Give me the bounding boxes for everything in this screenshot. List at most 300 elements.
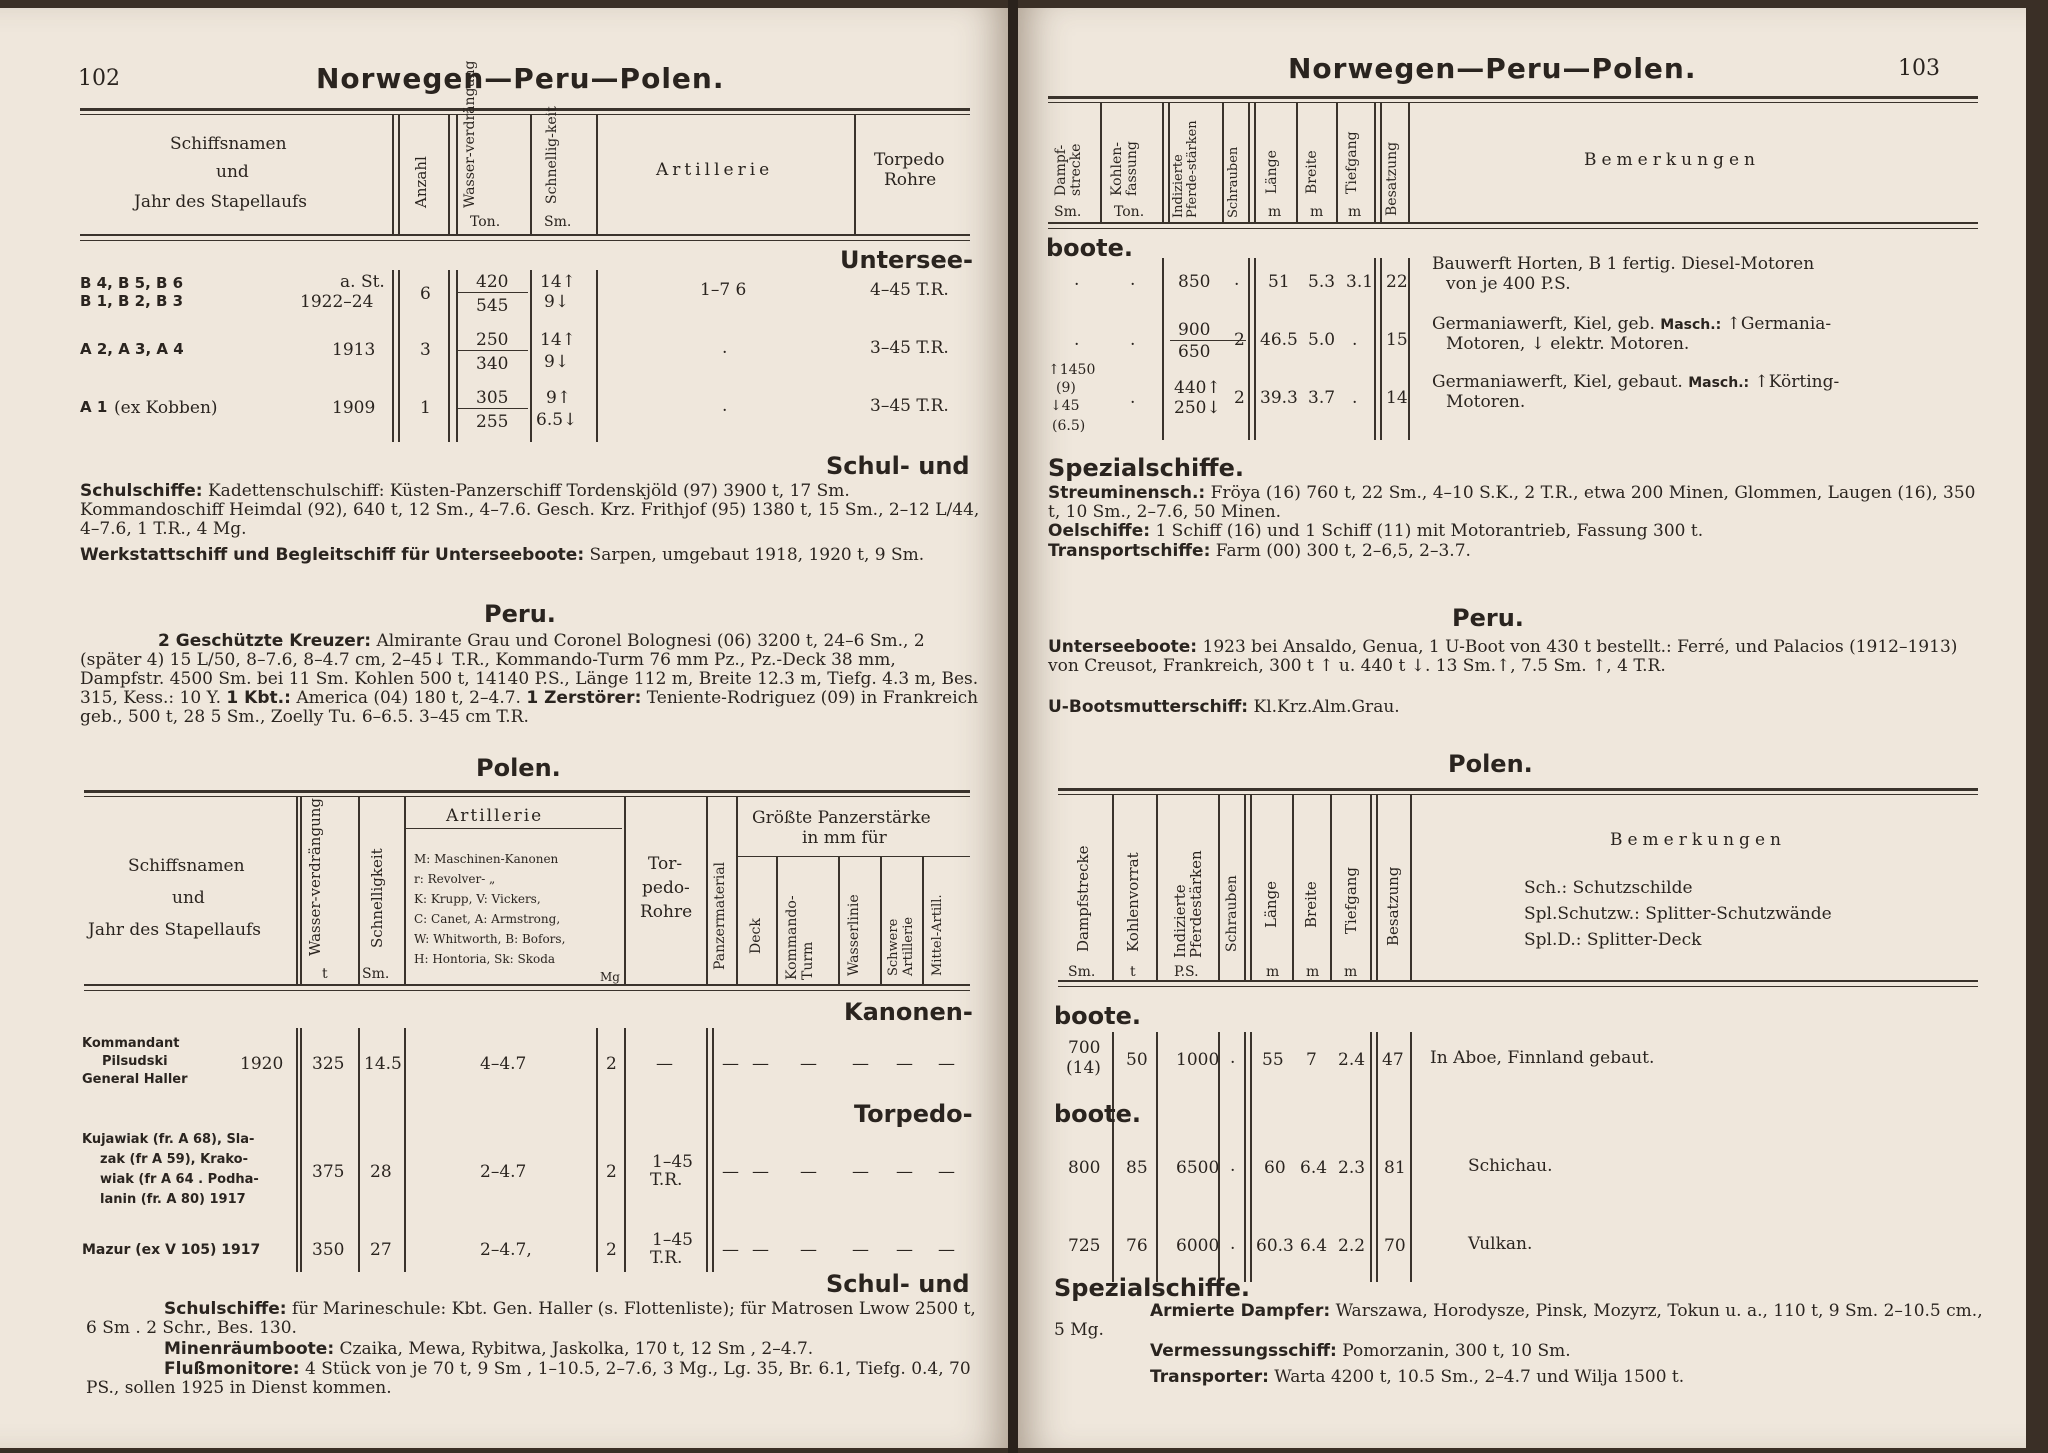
text: Farm (00) 300 t, 2–6,5, 2–3.7. — [1215, 541, 1471, 561]
header-name-line1: Schiffsnamen — [170, 134, 287, 154]
header-schnell-unit: Sm. — [544, 214, 572, 230]
schulschiffe-paragraph — [80, 482, 980, 539]
header-torpedo-1: Torpedo — [874, 150, 945, 170]
header-panzermat: Panzermaterial — [712, 861, 728, 970]
text: Kl.Krz.Alm.Grau. — [1253, 697, 1400, 717]
torpedo: 4–45 T.R. — [870, 280, 949, 300]
tiefgang: 2.3 — [1338, 1158, 1366, 1178]
remark: Vulkan. — [1468, 1234, 1533, 1254]
year: 1913 — [332, 340, 376, 360]
col-divider — [456, 270, 458, 442]
header-kohlen-unit: t — [1130, 964, 1136, 980]
peru-heading: Peru. — [1452, 604, 1524, 632]
text: 1923 bei Ansaldo, Genua, 1 U-Boot von 430 t bestellt.: Ferré, und Palacios (1912–1913) von Creusot, Frankreich, 300 t ↑ u. 440 t ↓. 13 Sm.↑, 7.5 Sm. ↑, 4 T.R. — [1048, 637, 1958, 676]
vermessung-paragraph — [1150, 1342, 1990, 1361]
kohlen: 50 — [1126, 1050, 1148, 1070]
breite: 6.4 — [1300, 1236, 1328, 1256]
text: Warta 4200 t, 10.5 Sm., 2–4.7 und Wilja 1500 t. — [1274, 1367, 1685, 1387]
wasser-lower: 340 — [476, 354, 509, 374]
torpedo: T.R. — [650, 1170, 683, 1190]
col-divider — [300, 796, 302, 984]
ps: 1000 — [1176, 1050, 1220, 1070]
breite: 6.4 — [1300, 1158, 1328, 1178]
wasser-lower: 255 — [476, 412, 509, 432]
header-kohlen-unit: Ton. — [1114, 204, 1145, 220]
col-divider — [358, 796, 360, 984]
breite: 3.7 — [1308, 388, 1336, 408]
col-divider — [358, 1028, 360, 1272]
speed-lower: 9↓ — [544, 292, 570, 312]
header-torpedo: Rohre — [640, 902, 693, 922]
col-divider — [530, 270, 532, 442]
mg: 2 — [606, 1240, 617, 1260]
col-divider — [1100, 102, 1102, 222]
besatzung: 70 — [1384, 1236, 1406, 1256]
running-head: Norwegen—Peru—Polen. — [1288, 52, 1697, 85]
torpedo: 1–45 — [652, 1152, 693, 1172]
col-divider — [1156, 794, 1158, 980]
header-wasserlinie: Wasserlinie — [846, 894, 862, 976]
col-divider — [1254, 102, 1256, 222]
ps-upper: 900 — [1178, 320, 1211, 340]
kohlen: 76 — [1126, 1236, 1148, 1256]
header-name-line3: Jahr des Stapellaufs — [134, 192, 308, 212]
book-gutter — [1008, 0, 1018, 1453]
peru-heading: Peru. — [484, 600, 556, 628]
panzer-turm: — — [800, 1240, 817, 1260]
panzer-mat: — — [722, 1054, 739, 1074]
header-breite: Breite — [1302, 881, 1320, 928]
col-divider — [300, 1028, 302, 1272]
header-anzahl: Anzahl — [412, 156, 430, 208]
legend-line: W: Whitworth, B: Bofors, — [414, 932, 566, 946]
artillerie: 2–4.7, — [480, 1240, 532, 1260]
torpedo: 3–45 T.R. — [870, 338, 949, 358]
header-breite: Breite — [1304, 150, 1320, 194]
col-divider — [1336, 102, 1338, 222]
header-wasser: Wasser-verdrängung — [306, 798, 324, 956]
breite: 5.0 — [1308, 330, 1336, 350]
table-rule — [406, 828, 622, 829]
peru-u-paragraph — [1048, 638, 1988, 676]
peru-mutter-paragraph — [1048, 698, 1988, 717]
right-page — [1018, 8, 2026, 1448]
ship-name: B 4, B 5, B 6 — [80, 274, 184, 292]
col-divider — [1374, 258, 1376, 440]
werkstatt-paragraph — [80, 546, 980, 565]
year: 1909 — [332, 398, 376, 418]
speed-lower: 9↓ — [544, 352, 570, 372]
table-rule — [80, 234, 970, 236]
header-dampf-unit: Sm. — [1054, 204, 1082, 220]
ship-name-extra: (ex Kobben) — [114, 398, 218, 418]
tiefgang: . — [1352, 388, 1358, 408]
oel-paragraph — [1048, 522, 1988, 541]
remark-label: Masch.: — [1660, 317, 1722, 333]
ps: 6000 — [1176, 1236, 1220, 1256]
ship-name: B 1, B 2, B 3 — [80, 292, 184, 310]
dampf: (6.5) — [1052, 418, 1086, 434]
text: Warszawa, Horodysze, Pinsk, Mozyrz, Tokun u. a., 110 t, 9 Sm. 2–10.5 cm., 5 Mg. — [1054, 1301, 1983, 1340]
header-torpedo: pedo- — [642, 878, 690, 898]
header-wasser: Wasser-verdrängung — [462, 60, 478, 208]
laenge: 60 — [1264, 1158, 1286, 1178]
col-divider — [922, 856, 924, 984]
ps-lower: 250↓ — [1174, 398, 1221, 418]
col-divider — [736, 796, 738, 984]
text: Sarpen, umgebaut 1918, 1920 t, 9 Sm. — [589, 545, 925, 565]
anzahl: 6 — [420, 284, 431, 304]
ship-name: Mazur (ex V 105) 1917 — [82, 1242, 261, 1258]
schrauben: 2 — [1234, 330, 1245, 350]
artillerie: . — [722, 396, 728, 416]
col-divider — [1112, 1032, 1114, 1282]
page-number: 102 — [78, 66, 120, 91]
header-mg: Mg — [600, 970, 620, 984]
category-boote: boote. — [1046, 234, 1134, 262]
text: Pomorzanin, 300 t, 10 Sm. — [1342, 1341, 1571, 1361]
col-divider — [448, 114, 450, 234]
transport-paragraph — [1048, 542, 1988, 561]
remark-line — [1432, 314, 1831, 334]
table-rule — [1058, 980, 1978, 982]
panzer-wl: — — [852, 1240, 869, 1260]
col-divider — [1410, 1032, 1412, 1282]
year: a. St. — [340, 272, 385, 292]
ps-lower: 650 — [1178, 342, 1211, 362]
dampf: (9) — [1056, 380, 1076, 396]
besatzung: 22 — [1386, 272, 1408, 292]
header-schwere: Schwere Artillerie — [886, 916, 916, 976]
laenge: 46.5 — [1260, 330, 1298, 350]
col-divider — [1250, 794, 1252, 980]
col-divider — [1408, 102, 1410, 222]
fluss-paragraph — [86, 1360, 986, 1398]
table-rule — [1048, 228, 1978, 229]
panzer-mittel: — — [938, 1162, 955, 1182]
torpedo: 1–45 — [652, 1230, 693, 1250]
header-breite-unit: m — [1310, 204, 1324, 220]
category-schul: Schul- und — [826, 452, 970, 480]
table-rule — [1058, 986, 1978, 987]
wasser-upper: 250 — [476, 330, 509, 350]
remark-line — [1432, 372, 1839, 392]
panzer-mat: — — [722, 1240, 739, 1260]
minen-paragraph — [164, 1340, 984, 1359]
laenge: 51 — [1268, 272, 1290, 292]
text: America (04) 180 t, 2–4.7. — [296, 688, 521, 708]
breite: 7 — [1306, 1050, 1317, 1070]
panzer-wl: — — [852, 1054, 869, 1074]
tiefgang: 2.2 — [1338, 1236, 1366, 1256]
wasser: 325 — [312, 1054, 345, 1074]
table-rule — [80, 114, 970, 115]
remark: Bauwerft Horten, B 1 fertig. Diesel-Motoren — [1432, 254, 1815, 274]
category-schul: Schul- und — [826, 1270, 970, 1298]
label: Minenräumboote: — [164, 1339, 335, 1359]
text: Czaika, Mewa, Rybitwa, Jaskolka, 170 t, 12 Sm , 2–4.7. — [339, 1339, 814, 1359]
dampf: (14) — [1066, 1058, 1101, 1078]
polen-spezial-heading: Spezialschiffe. — [1054, 1274, 1251, 1302]
fraction-rule — [458, 408, 528, 409]
label: Schulschiffe: — [164, 1299, 287, 1319]
col-divider — [1370, 794, 1372, 980]
header-ps: Indizierte Pferde-stärken — [1171, 120, 1200, 218]
col-divider — [1162, 102, 1164, 222]
ship-name: Pilsudski — [102, 1054, 168, 1069]
panzer-deck: — — [752, 1240, 769, 1260]
fraction-rule — [458, 292, 528, 293]
remark: Germaniawerft, Kiel, gebaut. — [1432, 372, 1683, 392]
speed: 27 — [370, 1240, 392, 1260]
col-divider — [1244, 1032, 1246, 1282]
header-kohlen: Kohlenvorrat — [1124, 852, 1142, 952]
schrauben: . — [1234, 270, 1240, 290]
legend-line: Spl.D.: Splitter-Deck — [1524, 930, 1702, 950]
legend-line: C: Canet, A: Armstrong, — [414, 912, 561, 926]
header-torpedo-2: Rohre — [884, 170, 937, 190]
panzer-deck: — — [752, 1162, 769, 1182]
schrauben: 2 — [1234, 388, 1245, 408]
running-head: Norwegen—Peru—Polen. — [316, 62, 725, 95]
col-divider — [1376, 1032, 1378, 1282]
category-boote: boote. — [1054, 1100, 1142, 1128]
col-divider — [296, 1028, 298, 1272]
remark: Motoren. — [1446, 392, 1526, 412]
spezial-heading: Spezialschiffe. — [1048, 454, 1245, 482]
polen-heading: Polen. — [1448, 750, 1533, 778]
torpedo: 3–45 T.R. — [870, 396, 949, 416]
col-divider — [1376, 794, 1378, 980]
speed-lower: 6.5↓ — [536, 410, 578, 430]
col-divider — [398, 270, 400, 442]
table-rule — [84, 796, 970, 797]
col-divider — [706, 796, 708, 984]
wasser-lower: 545 — [476, 296, 509, 316]
header-tiefgang: Tiefgang — [1344, 131, 1360, 194]
col-divider — [530, 114, 532, 234]
speed: 14.5 — [364, 1054, 402, 1074]
ship-name: wiak (fr A 64 . Podha- — [100, 1172, 259, 1187]
header-breite-unit: m — [1306, 964, 1320, 980]
col-divider — [404, 1028, 406, 1272]
legend-line: Sch.: Schutzschilde — [1524, 878, 1693, 898]
label: Transporter: — [1150, 1367, 1269, 1387]
text: Teniente-Rodriguez (09) in Frankreich geb., 500 t, 28 5 Sm., Zoelly Tu. 6–6.5. 3–45 cm T.R. — [80, 688, 979, 727]
remark: von je 400 P.S. — [1446, 274, 1571, 294]
col-divider — [880, 856, 882, 984]
schrauben: . — [1230, 1048, 1236, 1068]
dampf: ↑1450 — [1048, 362, 1096, 378]
col-divider — [596, 270, 598, 442]
anzahl: 3 — [420, 340, 431, 360]
anzahl: 1 — [420, 398, 431, 418]
header-dampf: Dampf-strecke — [1053, 143, 1084, 196]
year: 1922–24 — [300, 292, 374, 312]
wasser: 375 — [312, 1162, 345, 1182]
col-divider — [596, 1028, 598, 1272]
table-rule — [1048, 222, 1978, 224]
header-schrauben: Schrauben — [1224, 875, 1240, 952]
col-divider — [1250, 1032, 1252, 1282]
header-tiefgang-unit: m — [1348, 204, 1362, 220]
wasser-upper: 420 — [476, 272, 509, 292]
torpedo: T.R. — [650, 1248, 683, 1268]
label: Vermessungsschiff: — [1150, 1341, 1337, 1361]
col-divider — [392, 114, 394, 234]
panzer-turm: — — [800, 1054, 817, 1074]
category-boote: boote. — [1054, 1002, 1142, 1030]
ship-name: lanin (fr. A 80) 1917 — [100, 1192, 246, 1207]
header-besatzung: Besatzung — [1384, 141, 1400, 216]
header-laenge-unit: m — [1266, 964, 1280, 980]
armierte-paragraph — [1054, 1302, 1984, 1340]
table-rule — [84, 990, 970, 991]
col-divider — [1218, 794, 1220, 980]
col-divider — [398, 114, 400, 234]
header-laenge: Länge — [1264, 150, 1280, 194]
remark: Schichau. — [1468, 1156, 1553, 1176]
col-divider — [712, 1028, 714, 1272]
header-torpedo: Tor- — [648, 854, 683, 874]
remark-label: Masch.: — [1688, 375, 1750, 391]
text: Fröya (16) 760 t, 22 Sm., 4–10 S.K., 2 T.R., etwa 200 Minen, Glommen, Laugen (16), 350 t, 10 Sm., 2–7.6, 50 Minen. — [1048, 483, 1976, 522]
remark: ↑Körting- — [1754, 372, 1840, 392]
header-name-line2: und — [172, 888, 205, 908]
col-divider — [1222, 102, 1224, 222]
header-panzer-title: Größte Panzerstärke — [752, 808, 931, 828]
col-divider — [596, 114, 598, 234]
speed: 28 — [370, 1162, 392, 1182]
category-torpedo: Torpedo- — [854, 1100, 973, 1128]
header-tiefgang-unit: m — [1344, 964, 1358, 980]
header-tiefgang: Tiefgang — [1342, 866, 1360, 934]
speed-upper: 14↑ — [540, 272, 576, 292]
col-divider — [1374, 102, 1376, 222]
header-dampf: Dampfstrecke — [1074, 845, 1092, 952]
table-rule — [80, 240, 970, 241]
panzer-turm: — — [800, 1162, 817, 1182]
torpedo: — — [656, 1054, 673, 1074]
panzer-mittel: — — [938, 1240, 955, 1260]
ps: 6500 — [1176, 1158, 1220, 1178]
text: für Marineschule: Kbt. Gen. Haller (s. Flottenliste); für Matrosen Lwow 2500 t, 6 Sm . 2 Schr., Bes. 130. — [86, 1299, 976, 1338]
wasser: 350 — [312, 1240, 345, 1260]
col-divider — [456, 114, 458, 234]
schrauben: . — [1230, 1234, 1236, 1254]
header-wasser-unit: t — [322, 966, 328, 982]
remark: Motoren, ↓ elektr. Motoren. — [1446, 334, 1690, 354]
ps: 850 — [1178, 272, 1211, 292]
header-artillerie: Artillerie — [656, 160, 774, 180]
kohlen: . — [1130, 330, 1136, 350]
col-divider — [1156, 1032, 1158, 1282]
fraction-rule — [458, 350, 528, 351]
legend-line: M: Maschinen-Kanonen — [414, 852, 559, 866]
laenge: 60.3 — [1256, 1236, 1294, 1256]
ship-name: Kujawiak (fr. A 68), Sla- — [82, 1132, 255, 1147]
header-dampf-unit: Sm. — [1068, 964, 1096, 980]
dampf: 700 — [1068, 1038, 1101, 1058]
transporter-paragraph — [1150, 1368, 1990, 1387]
table-rule — [738, 856, 970, 857]
col-divider — [1292, 794, 1294, 980]
col-divider — [1296, 102, 1298, 222]
year: 1920 — [240, 1054, 284, 1074]
table-rule — [1048, 102, 1978, 103]
col-divider — [1112, 794, 1114, 980]
page-number: 103 — [1898, 56, 1940, 81]
besatzung: 15 — [1386, 330, 1408, 350]
schrauben: . — [1230, 1156, 1236, 1176]
col-divider — [296, 796, 298, 984]
speed-upper: 9↑ — [546, 388, 572, 408]
besatzung: 47 — [1382, 1050, 1404, 1070]
col-divider — [624, 796, 626, 984]
kohlen: . — [1130, 270, 1136, 290]
col-divider — [392, 270, 394, 442]
ship-name: Kommandant — [82, 1036, 180, 1051]
header-schnell-unit: Sm. — [362, 966, 390, 982]
header-deck: Deck — [748, 918, 764, 954]
header-laenge-unit: m — [1268, 204, 1282, 220]
header-name-line2: und — [216, 162, 249, 182]
panzer-deck: — — [752, 1054, 769, 1074]
kohlen: . — [1130, 388, 1136, 408]
header-kommando: Kommando-Turm — [784, 895, 816, 980]
tiefgang: . — [1352, 330, 1358, 350]
text: Kadettenschulschiff: Küsten-Panzerschiff Tordenskjöld (97) 3900 t, 17 Sm. Kommandoschiff Heimdal (92), 640 t, 12 Sm., 4–7.6. Gesch. Krz. Frithjof (95) 1380 t, 15 Sm., 2–12 L/44, 4–7.6, 1 T.R., 4 Mg. — [80, 481, 980, 539]
artillerie: 2–4.7 — [480, 1162, 527, 1182]
ship-name: A 2, A 3, A 4 — [80, 340, 184, 358]
panzer-mat: — — [722, 1162, 739, 1182]
header-laenge: Länge — [1262, 880, 1280, 928]
col-divider — [1244, 794, 1246, 980]
ship-name: A 1 — [80, 398, 108, 416]
artillerie: 4–4.7 — [480, 1054, 527, 1074]
panzer-wl: — — [852, 1162, 869, 1182]
text: 4 Stück von je 70 t, 9 Sm , 1–10.5, 2–7.6, 3 Mg., Lg. 35, Br. 6.1, Tiefg. 0.4, 70 PS., sollen 1925 in Dienst kommen. — [86, 1359, 971, 1398]
besatzung: 14 — [1386, 388, 1408, 408]
polen-heading: Polen. — [476, 754, 561, 782]
label: 2 Geschützte Kreuzer: — [158, 631, 372, 651]
panzer-schwer: — — [896, 1162, 913, 1182]
left-page — [0, 8, 1008, 1448]
header-bemerkungen: Bemerkungen — [1584, 150, 1760, 170]
label: Oelschiffe: — [1048, 521, 1151, 541]
legend-line: H: Hontoria, Sk: Skoda — [414, 952, 556, 966]
table-rule — [84, 790, 970, 793]
col-divider — [1254, 258, 1256, 440]
artillerie: . — [722, 338, 728, 358]
panzer-mittel: — — [938, 1054, 955, 1074]
breite: 5.3 — [1308, 272, 1336, 292]
label: Werkstattschiff und Begleitschiff für Unterseeboote: — [80, 545, 585, 565]
category-kanonen: Kanonen- — [844, 998, 973, 1026]
panzer-schwer: — — [896, 1240, 913, 1260]
polen-schulschiffe-paragraph — [86, 1300, 986, 1338]
col-divider — [1248, 102, 1250, 222]
wasser-upper: 305 — [476, 388, 509, 408]
table-rule — [80, 108, 970, 111]
label: Flußmonitore: — [164, 1359, 300, 1379]
table-rule — [84, 984, 970, 986]
kohlen: 85 — [1126, 1158, 1148, 1178]
legend-line: K: Krupp, V: Vickers, — [414, 892, 541, 906]
category-untersee: Untersee- — [840, 246, 973, 274]
legend-line: r: Revolver- „ — [414, 872, 496, 886]
header-ps: Indizierte Pferdestärken — [1171, 850, 1205, 958]
